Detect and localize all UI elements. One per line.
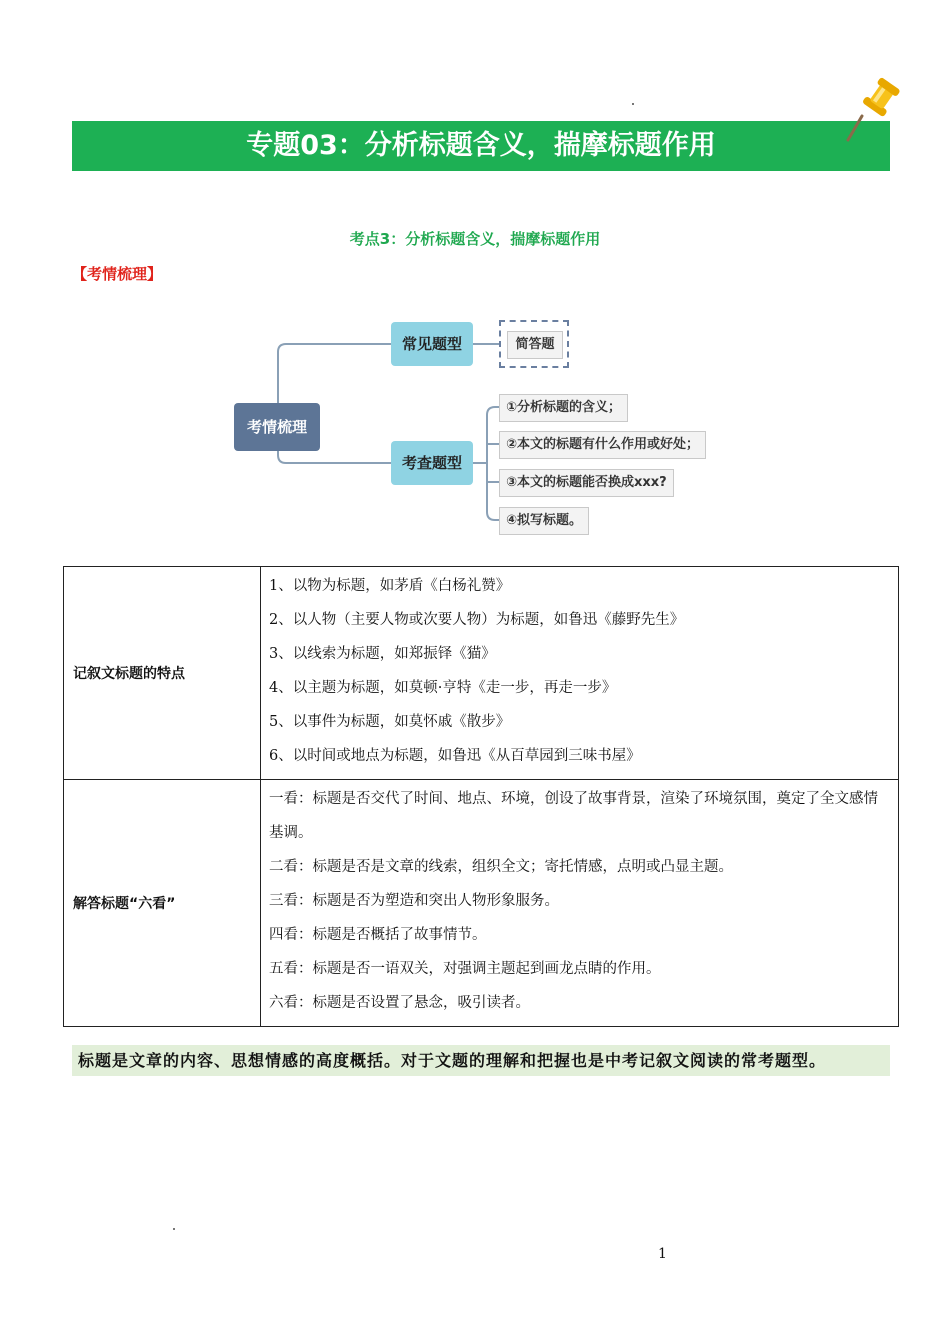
mindmap-root-node: 考情梳理 [234,403,320,451]
page-number: 1 [658,1246,667,1262]
table-row-header: 记叙文标题的特点 [64,567,261,780]
table-line: 1、以物为标题，如茅盾《白杨礼赞》 [269,578,511,594]
mindmap-connectors [0,0,950,560]
page-title: 专题03：分析标题含义，揣摩标题作用 [246,130,716,161]
mindmap-leaf: ③本文的标题能否换成xxx? [499,469,674,497]
mindmap-branch-common-types: 常见题型 [391,322,473,366]
table-line: 五看：标题是否一语双关，对强调主题起到画龙点睛的作用。 [269,961,661,977]
exam-point-heading: 考点3：分析标题含义，揣摩标题作用 [349,230,601,248]
table-row [64,780,899,1027]
table-line: 三看：标题是否为塑造和突出人物形象服务。 [269,893,559,909]
mindmap-leaf: ④拟写标题。 [499,507,589,535]
scan-dot [173,1228,175,1230]
table-line: 一看：标题是否交代了时间、地点、环境，创设了故事背景，渲染了环境氛围，奠定了全文感情基调。 [269,791,878,841]
table-line: 3、以线索为标题，如郑振铎《猫》 [269,646,496,662]
mindmap-leaf-group [499,320,569,368]
table-line: 2、以人物（主要人物或次要人物）为标题，如鲁迅《藤野先生》 [269,612,685,628]
table-line: 5、以事件为标题，如莫怀戚《散步》 [269,714,511,730]
section-label: 【考情梳理】 [72,265,163,283]
table-row [64,567,899,780]
table-cell [261,567,899,780]
table-line: 六看：标题是否设置了悬念，吸引读者。 [269,995,530,1011]
table-line: 4、以主题为标题，如莫顿·亨特《走一步，再走一步》 [269,680,617,696]
table-cell [261,780,899,1027]
mindmap-leaf: ①分析标题的含义； [499,394,628,422]
mindmap-leaf: 简答题 [507,331,563,359]
table-line: 二看：标题是否是文章的线索，组织全文；寄托情感，点明或凸显主题。 [269,859,733,875]
content-table [63,566,899,1027]
mindmap-branch-exam-types: 考查题型 [391,441,473,485]
table-row-header: 解答标题“六看” [64,780,261,1027]
mindmap-leaf: ②本文的标题有什么作用或好处； [499,431,706,459]
table-line: 四看：标题是否概括了故事情节。 [269,927,487,943]
summary-callout: 标题是文章的内容、思想情感的高度概括。对于文题的理解和把握也是中考记叙文阅读的常考题型。 [72,1045,890,1076]
table-line: 6、以时间或地点为标题，如鲁迅《从百草园到三味书屋》 [269,748,641,764]
